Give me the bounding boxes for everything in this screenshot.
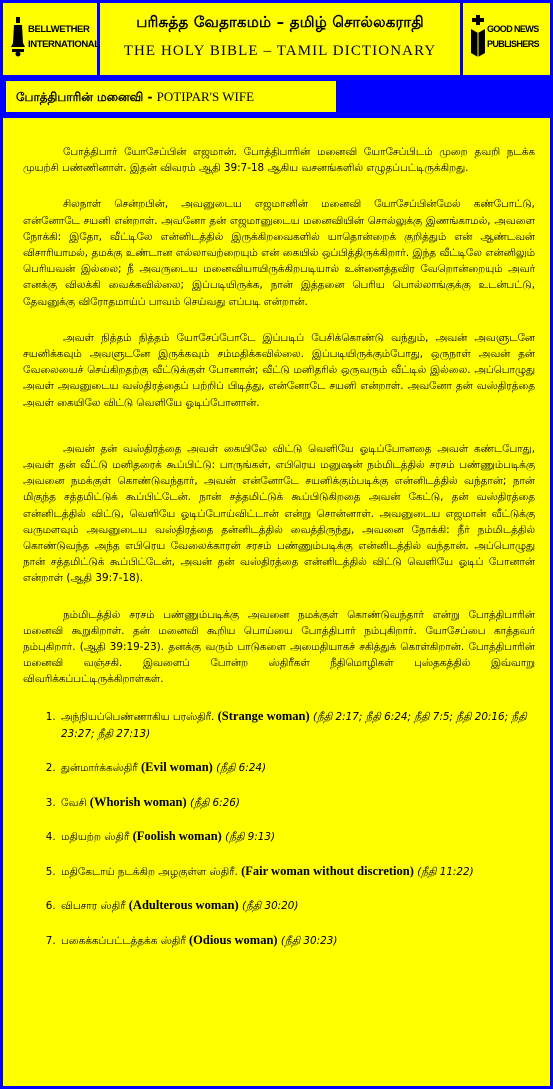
right-logo-line-2: PUBLISHERS xyxy=(487,39,540,49)
paragraph: போத்திபார் யோசேப்பின் எஜமான். போத்திபாரின் மனைவி யோசேப்பிடம் முறை தவறி நடக்க முயற்சி பண்ணினாள். இதன் விவரம் ஆதி 39:7-18 ஆகிய வசனங்களில் எழுதப்பட்டிருக்கிறது. xyxy=(23,146,535,175)
bell-icon xyxy=(11,17,25,57)
header-right-logo-panel xyxy=(463,3,550,75)
list-item-ref: (நீதி 6:24) xyxy=(216,762,267,775)
list-item xyxy=(59,708,535,743)
good-news-logo[interactable] xyxy=(471,15,539,59)
header-left-logo-panel xyxy=(3,3,100,75)
paragraph: அவள் நித்தம் நித்தம் யோசேப்போடே இப்படிப் பேசிக்கொண்டு வந்தும், அவன் அவளுடனே சயனிக்கவும் அவளுடனே இருக்கவும் சம்மதிக்கவில்லை. இப்படியிருக்கும்போது, ஒருநாள் அவன் தன் வேலையைச் செய்கிறதற்கு வீட்டுக்குள் போனான்; வீட்டு மனிதரில் ஒருவரும் வீட்டில் இல்லை. அப்பொழுது அவள் அவனுடைய வஸ்திரத்தைப் பற்றிப் பிடித்து, என்னோடே சயனி என்றாள். அவனோ தன் வஸ்திரத்தை அவள் கையிலே விட்டு வெளியே ஓடிப்போனான். xyxy=(23,331,535,409)
section-title-english: POTIPAR'S WIFE xyxy=(156,89,255,104)
left-logo-line-2: INTERNATIONAL xyxy=(28,39,100,50)
paragraph: அவன் தன் வஸ்திரத்தை அவள் கையிலே விட்டு வெளியே ஓடிப்போனதை அவள் கண்டபோது, அவள் தன் வீட்டு மனிதரைக் கூப்பிட்டு: பாருங்கள், எபிரெய மனுஷன் நம்மிடத்தில் சரசம் பண்ணும்படிக்கு அவனை நமக்குள் கொண்டுவந்தார், அவன் என்னோடே சயனிக்கும்படிக்கு என்னிடத்தில் வந்தான்; நான் மிகுந்த சத்தமிட்டுக் கூப்பிட்டேன். நான் சத்தமிட்டுக் கூப்பிடுகிறதை அவன் கேட்டு, தன் வஸ்திரத்தை என்னிடத்தில் விட்டு, வெளியே ஓடிப்போய்விட்டான் என்று சொன்னாள். அவனுடைய எஜமான் வீட்டுக்கு வருமளவும் அவனுடைய வஸ்திரத்தை தன்னிடத்தில் வைத்திருந்து, அவனை நோக்கி: நீர் நம்மிடத்தில் கொண்டுவந்த அந்த எபிரெய வேலைக்காரன் சரசம் பண்ணும்படிக்கு என்னிடத்தில் வந்தான். அப்பொழுது நான் சத்தமிட்டுக் கூப்பிட்டேன், அவன் தன் வஸ்திரத்தை என்னிடத்தில் விட்டு வெளியே ஓடிப் போனான் என்றாள் (ஆதி 39:7-18). xyxy=(23,442,535,585)
list-item-english: (Odious woman) xyxy=(189,932,278,947)
list-item-ref: (நீதி 30:23) xyxy=(280,934,338,947)
list-item xyxy=(59,759,535,777)
list-item xyxy=(59,863,535,881)
list-item-english: (Adulterous woman) xyxy=(128,898,239,913)
list-item-ref: (நீதி 6:26) xyxy=(189,796,240,809)
header-title-panel xyxy=(100,3,460,75)
list-item-english: (Whorish woman) xyxy=(89,794,187,809)
list-item-tamil: மதியற்ற ஸ்திரீ xyxy=(61,831,130,844)
list-item xyxy=(59,932,535,950)
section-title-tamil: போத்திபாரின் மனைவி xyxy=(16,90,144,104)
list-item-tamil: வேசி xyxy=(61,796,87,809)
list-item-english: (Evil woman) xyxy=(140,760,213,775)
list-item-english: (Fair woman without discretion) xyxy=(241,863,414,878)
list-item-ref: (நீதி 9:13) xyxy=(225,831,276,844)
list-item-tamil: துன்மார்க்கஸ்திரீ xyxy=(61,762,138,775)
list-item xyxy=(59,897,535,915)
list-item-ref: (நீதி 11:22) xyxy=(417,865,474,878)
article-body xyxy=(23,144,535,966)
section-title-separator: - xyxy=(143,90,157,104)
list-item-tamil: பகைக்கப்பட்டத்தக்க ஸ்திரீ xyxy=(61,934,186,947)
list-item xyxy=(59,828,535,846)
list-item-english: (Strange woman) xyxy=(217,708,310,723)
list-item-tamil: விபசார ஸ்திரீ xyxy=(61,900,126,913)
paragraph: நம்மிடத்தில் சரசம் பண்ணும்படிக்கு அவனை நமக்குள் கொண்டுவந்தார் என்று போத்திபாரின் மனைவி கூறுகிறாள். தன் மனைவி கூறிய பொய்யை போத்திபார் நம்புகிறார். யோசேப்பை காத்தவர் நம்புகிறார். (ஆதி 39:19-23). தனக்கு வரும் பாடுகளை அமைதியாகச் சகித்துக் கொள்கிறான். போத்திபாரின் மனைவி வஞ்சகி. இவளைப் போன்ற ஸ்திரீகள் நீதிமொழிகள் புஸ்தகத்தில் இவ்வாறு விவரிக்கப்பட்டிருக்கிறாள்கள். xyxy=(23,608,535,686)
list-item xyxy=(59,794,535,812)
left-logo-line-1: BELLWETHER xyxy=(28,24,90,35)
list-item-ref: (நீதி 2:17; நீதி 6:24; நீதி 7:5; நீதி 20:16; நீதி 23:27; நீதி 27:13) xyxy=(61,710,527,740)
list-item-ref: (நீதி 30:20) xyxy=(241,900,299,913)
paragraph: சிலநாள் சென்றபின், அவனுடைய எஜமானின் மனைவி யோசேப்பின்மேல் கண்போட்டு, என்னோடே சயனி என்றாள். அவனோ தன் எஜமானுடைய மனைவியின் சொல்லுக்கு இணங்காமல், அவளை நோக்கி: இதோ, வீட்டிலே என்னிடத்தில் இருக்கிறவைகளில் யாதொன்றைக் குறித்தும் என் ஆண்டவன் விசாரியாமல், தமக்கு உண்டான எல்லாவற்றையும் என் கையில் ஒப்பித்திருக்கிறார். இந்த வீட்டிலே என்னிலும் பெரியவன் இல்லை; நீ அவருடைய மனைவியாயிருக்கிறபடியால் உன்னைத்தவிர வேறொன்றையும் அவர் எனக்கு விலக்கி வைக்கவில்லை; இப்படியிருக்க, நான் இத்தனை பெரிய பொல்லாங்குக்கு உடன்பட்டு, தேவனுக்கு விரோதமாய்ப் பாவம் செய்வது எப்படி என்றான். xyxy=(23,198,535,308)
header-title-english: THE HOLY BIBLE – TAMIL DICTIONARY xyxy=(123,43,437,59)
section-title xyxy=(16,89,254,106)
header-title-tamil: பரிசுத்த வேதாகமம் – தமிழ் சொல்லகராதி xyxy=(136,13,424,31)
right-logo-line-1: GOOD NEWS xyxy=(487,24,539,34)
content-panel xyxy=(3,118,550,1086)
list-item-tamil: அந்நியப்பெண்ணாகிய பரஸ்திரீ. xyxy=(61,710,215,723)
list-item-tamil: மதிகேடாய் நடக்கிற அழகுள்ள ஸ்திரீ. xyxy=(61,865,238,878)
section-title-panel xyxy=(3,78,339,115)
women-list xyxy=(23,708,535,950)
book-icon xyxy=(471,15,485,59)
list-item-english: (Foolish woman) xyxy=(132,829,222,844)
bellwether-logo[interactable] xyxy=(11,17,100,57)
